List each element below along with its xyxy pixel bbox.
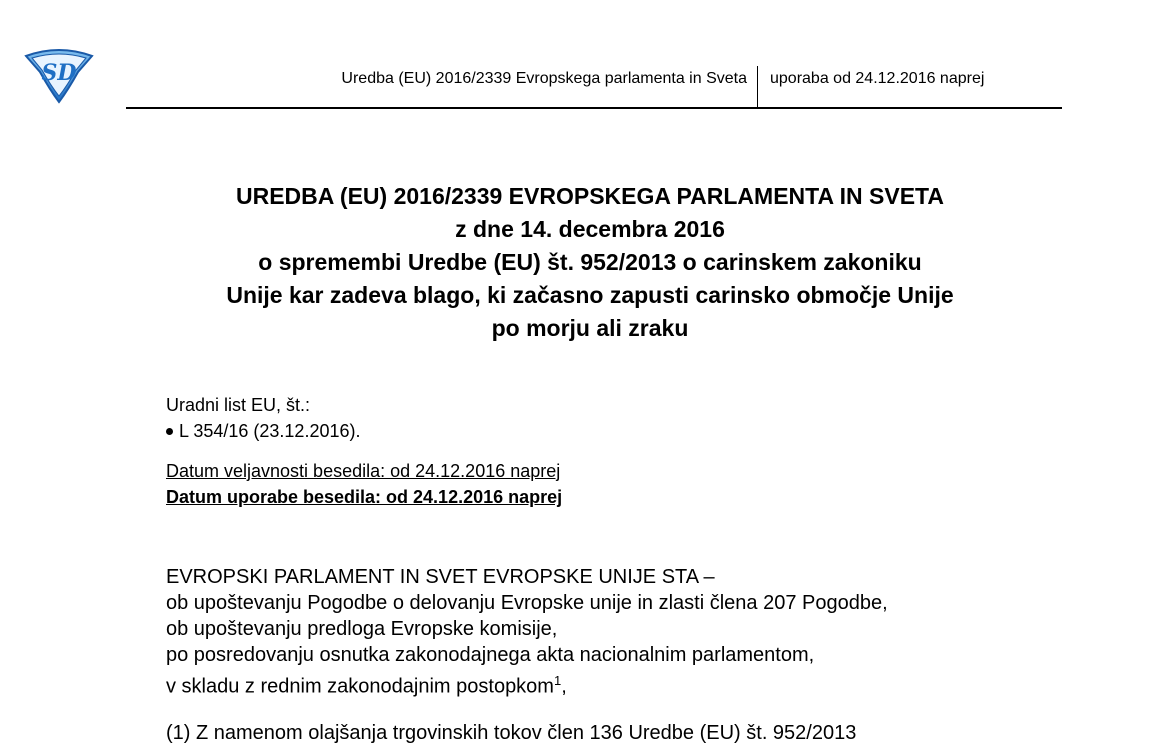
title-line: o spremembi Uredbe (EU) št. 952/2013 o carinskem zakoniku <box>258 249 922 275</box>
preamble <box>166 564 888 700</box>
validity-date: Datum veljavnosti besedila: od 24.12.2016 naprej <box>166 461 561 481</box>
preamble-line: po posredovanju osnutka zakonodajnega akta nacionalnim parlamentom, <box>166 644 815 666</box>
preamble-line: EVROPSKI PARLAMENT IN SVET EVROPSKE UNIJE STA – <box>166 566 715 588</box>
dates-block <box>166 458 562 510</box>
preamble-line: ob upoštevanju predloga Evropske komisije, <box>166 618 558 640</box>
official-journal-info <box>166 392 360 444</box>
bullet-icon <box>166 428 173 435</box>
preamble-line: v skladu z rednim zakonodajnim postopkom$^1$, <box>166 673 567 698</box>
svg-text:SD: SD <box>41 60 77 86</box>
footnote-ref[interactable]: 1 <box>553 673 562 688</box>
title-line: UREDBA (EU) 2016/2339 EVROPSKEGA PARLAMENTA IN SVETA <box>235 183 945 209</box>
recital-1: (1) Z namenom olajšanja trgovinskih tokov člen 136 Uredbe (EU) št. 952/2013 <box>166 722 857 744</box>
title-line: po morju ali zraku <box>491 315 689 341</box>
official-journal-entry <box>166 418 360 444</box>
official-journal-entry-text: L 354/16 (23.12.2016). <box>179 421 361 441</box>
preamble-line: ob upoštevanju Pogodbe o delovanju Evropske unije in zlasti člena 207 Pogodbe, <box>166 592 888 614</box>
header-applicability: uporaba od 24.12.2016 naprej <box>770 70 985 87</box>
title-line: z dne 14. decembra 2016 <box>455 216 725 242</box>
header-rule <box>126 107 1062 109</box>
header-divider <box>757 66 758 108</box>
sd-shield-logo-icon <box>22 46 96 104</box>
document-title <box>120 180 1060 345</box>
official-journal-label: Uradni list EU, št.: <box>166 395 311 415</box>
header-regulation-title: Uredba (EU) 2016/2339 Evropskega parlamenta in Sveta <box>341 70 747 87</box>
title-line: Unije kar zadeva blago, ki začasno zapusti carinsko območje Unije <box>226 282 954 308</box>
application-date: Datum uporabe besedila: od 24.12.2016 naprej <box>166 487 563 507</box>
